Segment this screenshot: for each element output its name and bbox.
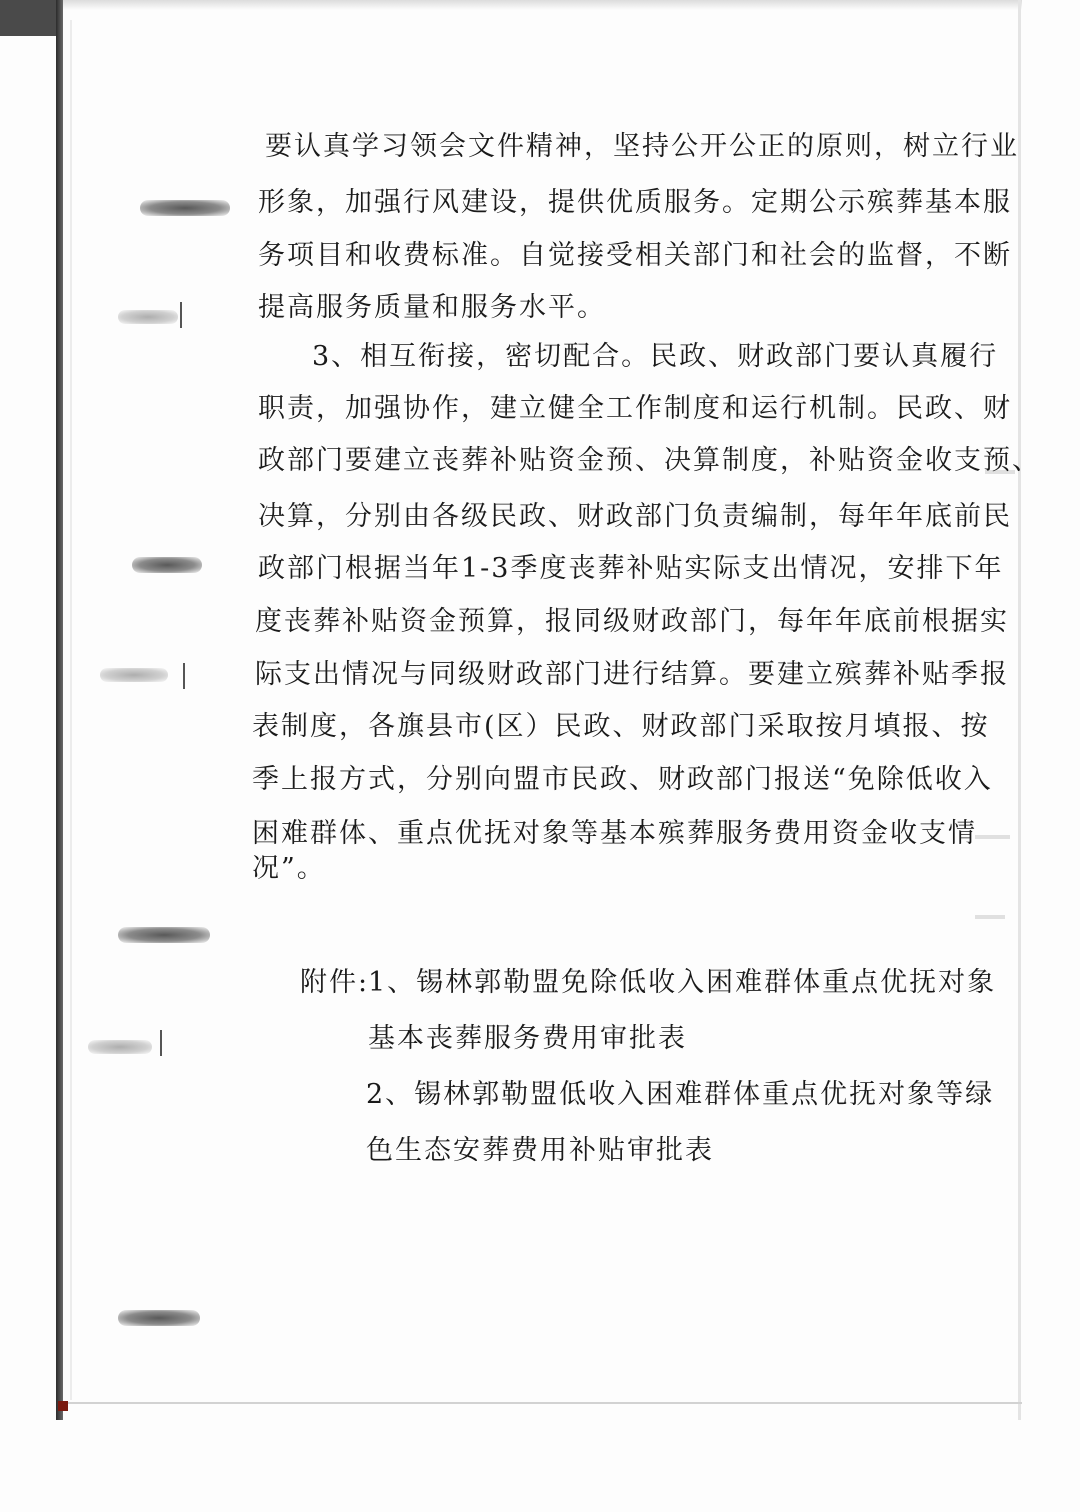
binding-hole-mark-faint [100,668,168,682]
binding-tick [180,302,182,328]
binding-hole-mark [118,927,210,943]
text-line: 度丧葬补贴资金预算，报同级财政部门，每年年底前根据实 [255,606,1009,637]
binding-tick [183,663,185,689]
binding-hole-mark [140,200,230,216]
text-line: 要认真学习领会文件精神，坚持公开公正的原则，树立行业 [265,131,1019,162]
attachment-item-1: 1、锡林郭勒盟免除低收入困难群体重点优抚对象 [368,967,997,998]
text-line: 政部门要建立丧葬补贴资金预、决算制度，补贴资金收支预、 [258,445,1041,476]
binding-tick [160,1030,162,1056]
text-line: 政部门根据当年1-3季度丧葬补贴实际支出情况，安排下年 [258,553,1004,584]
attachment-item-2: 2、锡林郭勒盟低收入困难群体重点优抚对象等绿 [366,1079,995,1110]
binding-hole-mark [132,557,202,573]
text-line: 提高服务质量和服务水平。 [258,292,606,323]
scan-right-edge [1018,0,1021,1420]
binding-hole-mark [118,1310,200,1326]
text-line: 3、相互衔接，密切配合。民政、财政部门要认真履行 [312,341,999,372]
binding-hole-mark-faint [118,310,178,324]
margin-smudge [975,835,1010,839]
text-line: 形象，加强行风建设，提供优质服务。定期公示殡葬基本服 [258,187,1012,218]
text-line: 况”。 [252,853,326,884]
attachment-item-2-cont: 色生态安葬费用补贴审批表 [366,1135,714,1166]
scan-bottom-edge [62,1402,1022,1404]
scan-border-corner [0,0,62,36]
binding-hole-mark-faint [88,1040,152,1054]
scan-top-shadow [62,0,1022,10]
text-line: 表制度，各旗县市(区）民政、财政部门采取按月填报、按 [252,711,990,742]
text-line: 务项目和收费标准。自觉接受相关部门和社会的监督，不断 [258,240,1012,271]
scan-faint-line [70,20,72,1400]
scan-corner-dot [58,1401,68,1411]
text-line: 季上报方式，分别向盟市民政、财政部门报送“免除低收入 [252,764,993,795]
text-line: 职责，加强协作，建立健全工作制度和运行机制。民政、财 [258,393,1012,424]
attachment-item-1-cont: 基本丧葬服务费用审批表 [368,1023,687,1054]
text-line: 决算，分别由各级民政、财政部门负责编制，每年年底前民 [258,501,1012,532]
text-line: 际支出情况与同级财政部门进行结算。要建立殡葬补贴季报 [255,659,1009,690]
margin-smudge [975,915,1005,919]
text-line: 困难群体、重点优抚对象等基本殡葬服务费用资金收支情 [252,818,977,849]
scan-left-edge [56,0,63,1420]
attachments-label: 附件: [300,967,370,998]
